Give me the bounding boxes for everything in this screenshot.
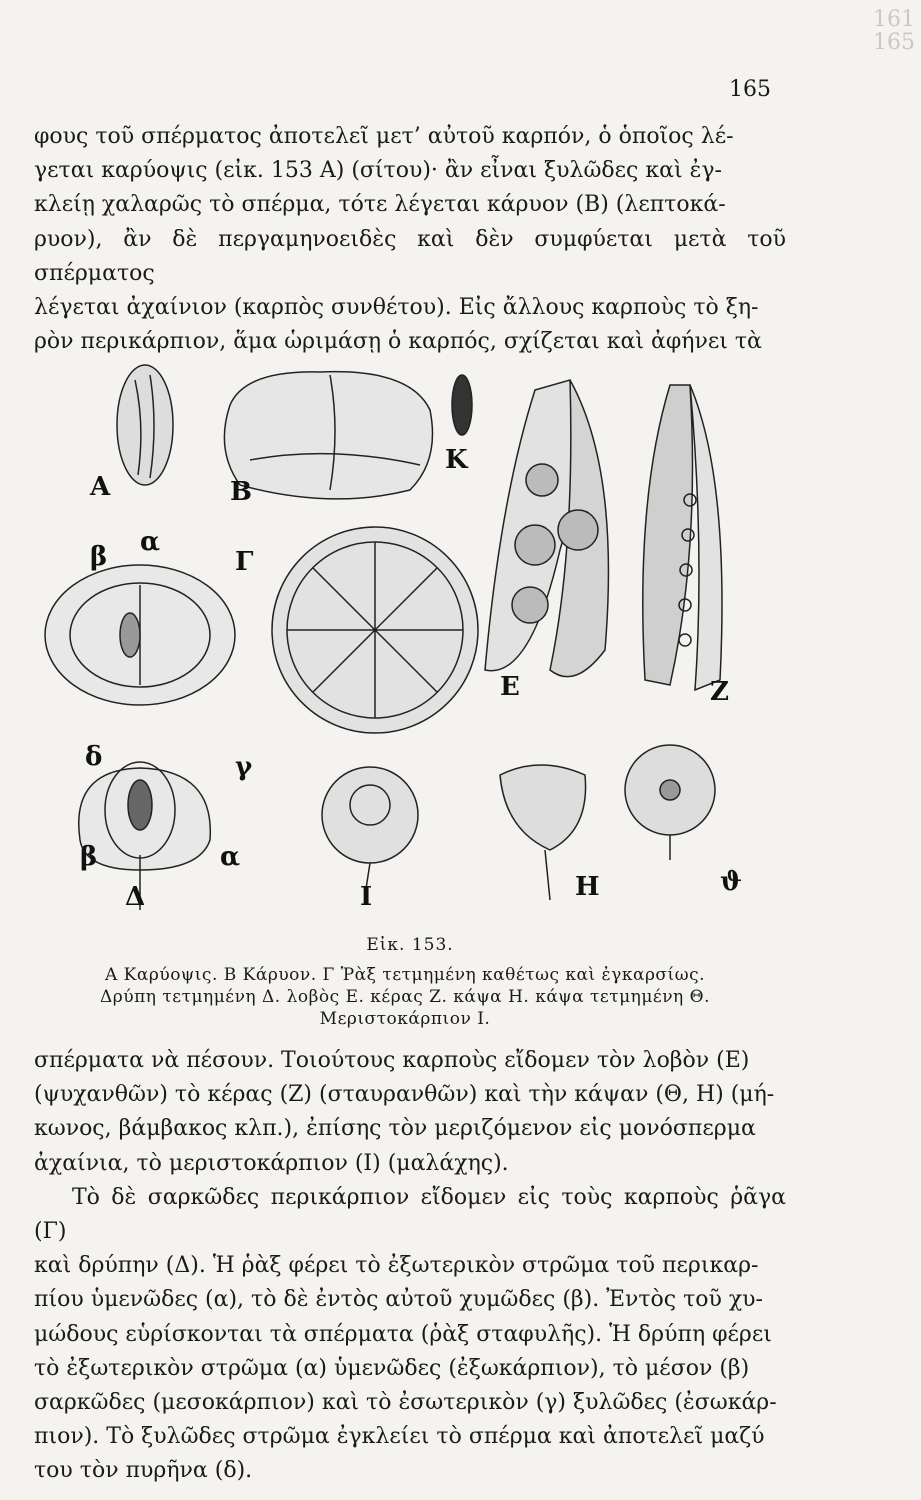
fig-label: Δ: [125, 882, 146, 910]
text-line: του τὸν πυρῆνα (δ).: [34, 1458, 253, 1484]
legume-drawing: [485, 380, 608, 677]
fig-label: Κ: [445, 445, 468, 475]
berry-section-drawing: [45, 565, 235, 705]
text-line: πίου ὑμενῶδες (α), τὸ δὲ ἐντὸς αὐτοῦ χυμῶδες (β). Ἐντὸς τοῦ χυ-: [34, 1287, 763, 1313]
text-line: φους τοῦ σπέρματος ἀποτελεῖ μετ’ αὐτοῦ καρπόν, ὁ ὁποῖος λέ-: [34, 124, 734, 149]
capsule-section-drawing: [625, 745, 715, 860]
fig-label: α: [220, 842, 241, 872]
fig-label: Ε: [500, 672, 520, 702]
figure-legend: [20, 964, 790, 1030]
fig-label: Γ: [235, 547, 254, 577]
fig-label: Ι: [360, 882, 373, 910]
fig-label: Β: [230, 477, 252, 507]
page-number: 165: [729, 77, 771, 102]
text-line: γεται καρύοψις (εἰκ. 153 Α) (σίτου)· ἂν εἶναι ξυλῶδες καὶ ἐγ-: [34, 158, 722, 184]
bottom-paragraphs: [34, 1044, 786, 1489]
fig-label: γ: [235, 752, 253, 782]
fig-label: α: [140, 527, 161, 557]
text-line: ρυον), ἂν δὲ περγαμηνοειδὲς καὶ δὲν συμφύεται μετὰ τοῦ σπέρματος: [34, 226, 786, 286]
caryopsis-drawing: [117, 365, 173, 485]
text-line: κωνος, βάμβακος κλπ.), ἐπίσης τὸν μεριζόμενον εἰς μονόσπερμα: [34, 1116, 756, 1142]
corner-page-mark: 161 165: [873, 7, 915, 56]
fig-label: Ζ: [710, 677, 729, 707]
fig-label: β: [80, 842, 98, 872]
figure-153: [30, 350, 790, 910]
schizocarp-drawing: [322, 767, 418, 895]
fig-label: Α: [90, 472, 111, 502]
fig-label: δ: [85, 742, 103, 772]
text-line: ἀχαίνια, τὸ μεριστοκάρπιον (Ι) (μαλάχης).: [34, 1150, 509, 1176]
fig-label: β: [90, 542, 108, 572]
figure-caption: Εἰκ. 153.: [366, 935, 454, 955]
text-line: ρὸν περικάρπιον, ἅμα ὡριμάσῃ ὁ καρπός, σχίζεται καὶ ἀφήνει τὰ: [34, 329, 762, 355]
silique-drawing: [643, 385, 722, 690]
legend-line: Δρύπη τετμημένη Δ. λοβὸς Ε. κέρας Ζ. κάψα Η. κάψα τετμημένη Θ.: [100, 987, 710, 1007]
text-line: τὸ ἐξωτερικὸν στρῶμα (α) ὑμενῶδες (ἐξωκάρπιον), τὸ μέσον (β): [34, 1355, 750, 1381]
text-line: καὶ δρύπην (Δ). Ἡ ῥὰξ φέρει τὸ ἐξωτερικὸν στρῶμα τοῦ περικαρ-: [34, 1253, 759, 1279]
text-line: σπέρματα νὰ πέσουν. Τοιούτους καρποὺς εἴδομεν τὸν λοβὸν (Ε): [34, 1048, 750, 1073]
top-paragraph: [34, 120, 786, 359]
fig-label: Η: [575, 872, 600, 902]
text-line: κλείῃ χαλαρῶς τὸ σπέρμα, τότε λέγεται κάρυον (Β) (λεπτοκά-: [34, 192, 726, 218]
poppy-capsule-drawing: [500, 765, 586, 900]
achene-drawing: [452, 375, 472, 435]
text-line: λέγεται ἀχαίνιον (καρπὸς συνθέτου). Εἰς ἄλλους καρποὺς τὸ ξη-: [34, 295, 759, 321]
nut-drawing: [224, 372, 432, 499]
text-line: σαρκῶδες (μεσοκάρπιον) καὶ τὸ ἐσωτερικὸν (γ) ξυλῶδες (ἐσωκάρ-: [34, 1390, 777, 1416]
text-line: Τὸ δὲ σαρκῶδες περικάρπιον εἴδομεν εἰς τοὺς καρποὺς ῥᾶγα (Γ): [34, 1184, 786, 1245]
text-line: μώδους εὑρίσκονται τὰ σπέρματα (ῥὰξ σταφυλῆς). Ἡ δρύπη φέρει: [34, 1321, 772, 1347]
citrus-section-drawing: [272, 527, 478, 733]
text-line: πιον). Τὸ ξυλῶδες στρῶμα ἐγκλείει τὸ σπέρμα καὶ ἀποτελεῖ μαζύ: [34, 1424, 765, 1450]
fruit-illustrations: [30, 350, 790, 910]
fig-label: ϑ: [720, 867, 743, 897]
legend-line: Μεριστοκάρπιον Ι.: [319, 1009, 491, 1029]
text-line: (ψυχανθῶν) τὸ κέρας (Ζ) (σταυρανθῶν) καὶ τὴν κάψαν (Θ, Η) (μή-: [34, 1082, 775, 1108]
legend-line: Α Καρύοψις. Β Κάρυον. Γ Ῥὰξ τετμημένη καθέτως καὶ ἐγκαρσίως.: [105, 965, 705, 985]
